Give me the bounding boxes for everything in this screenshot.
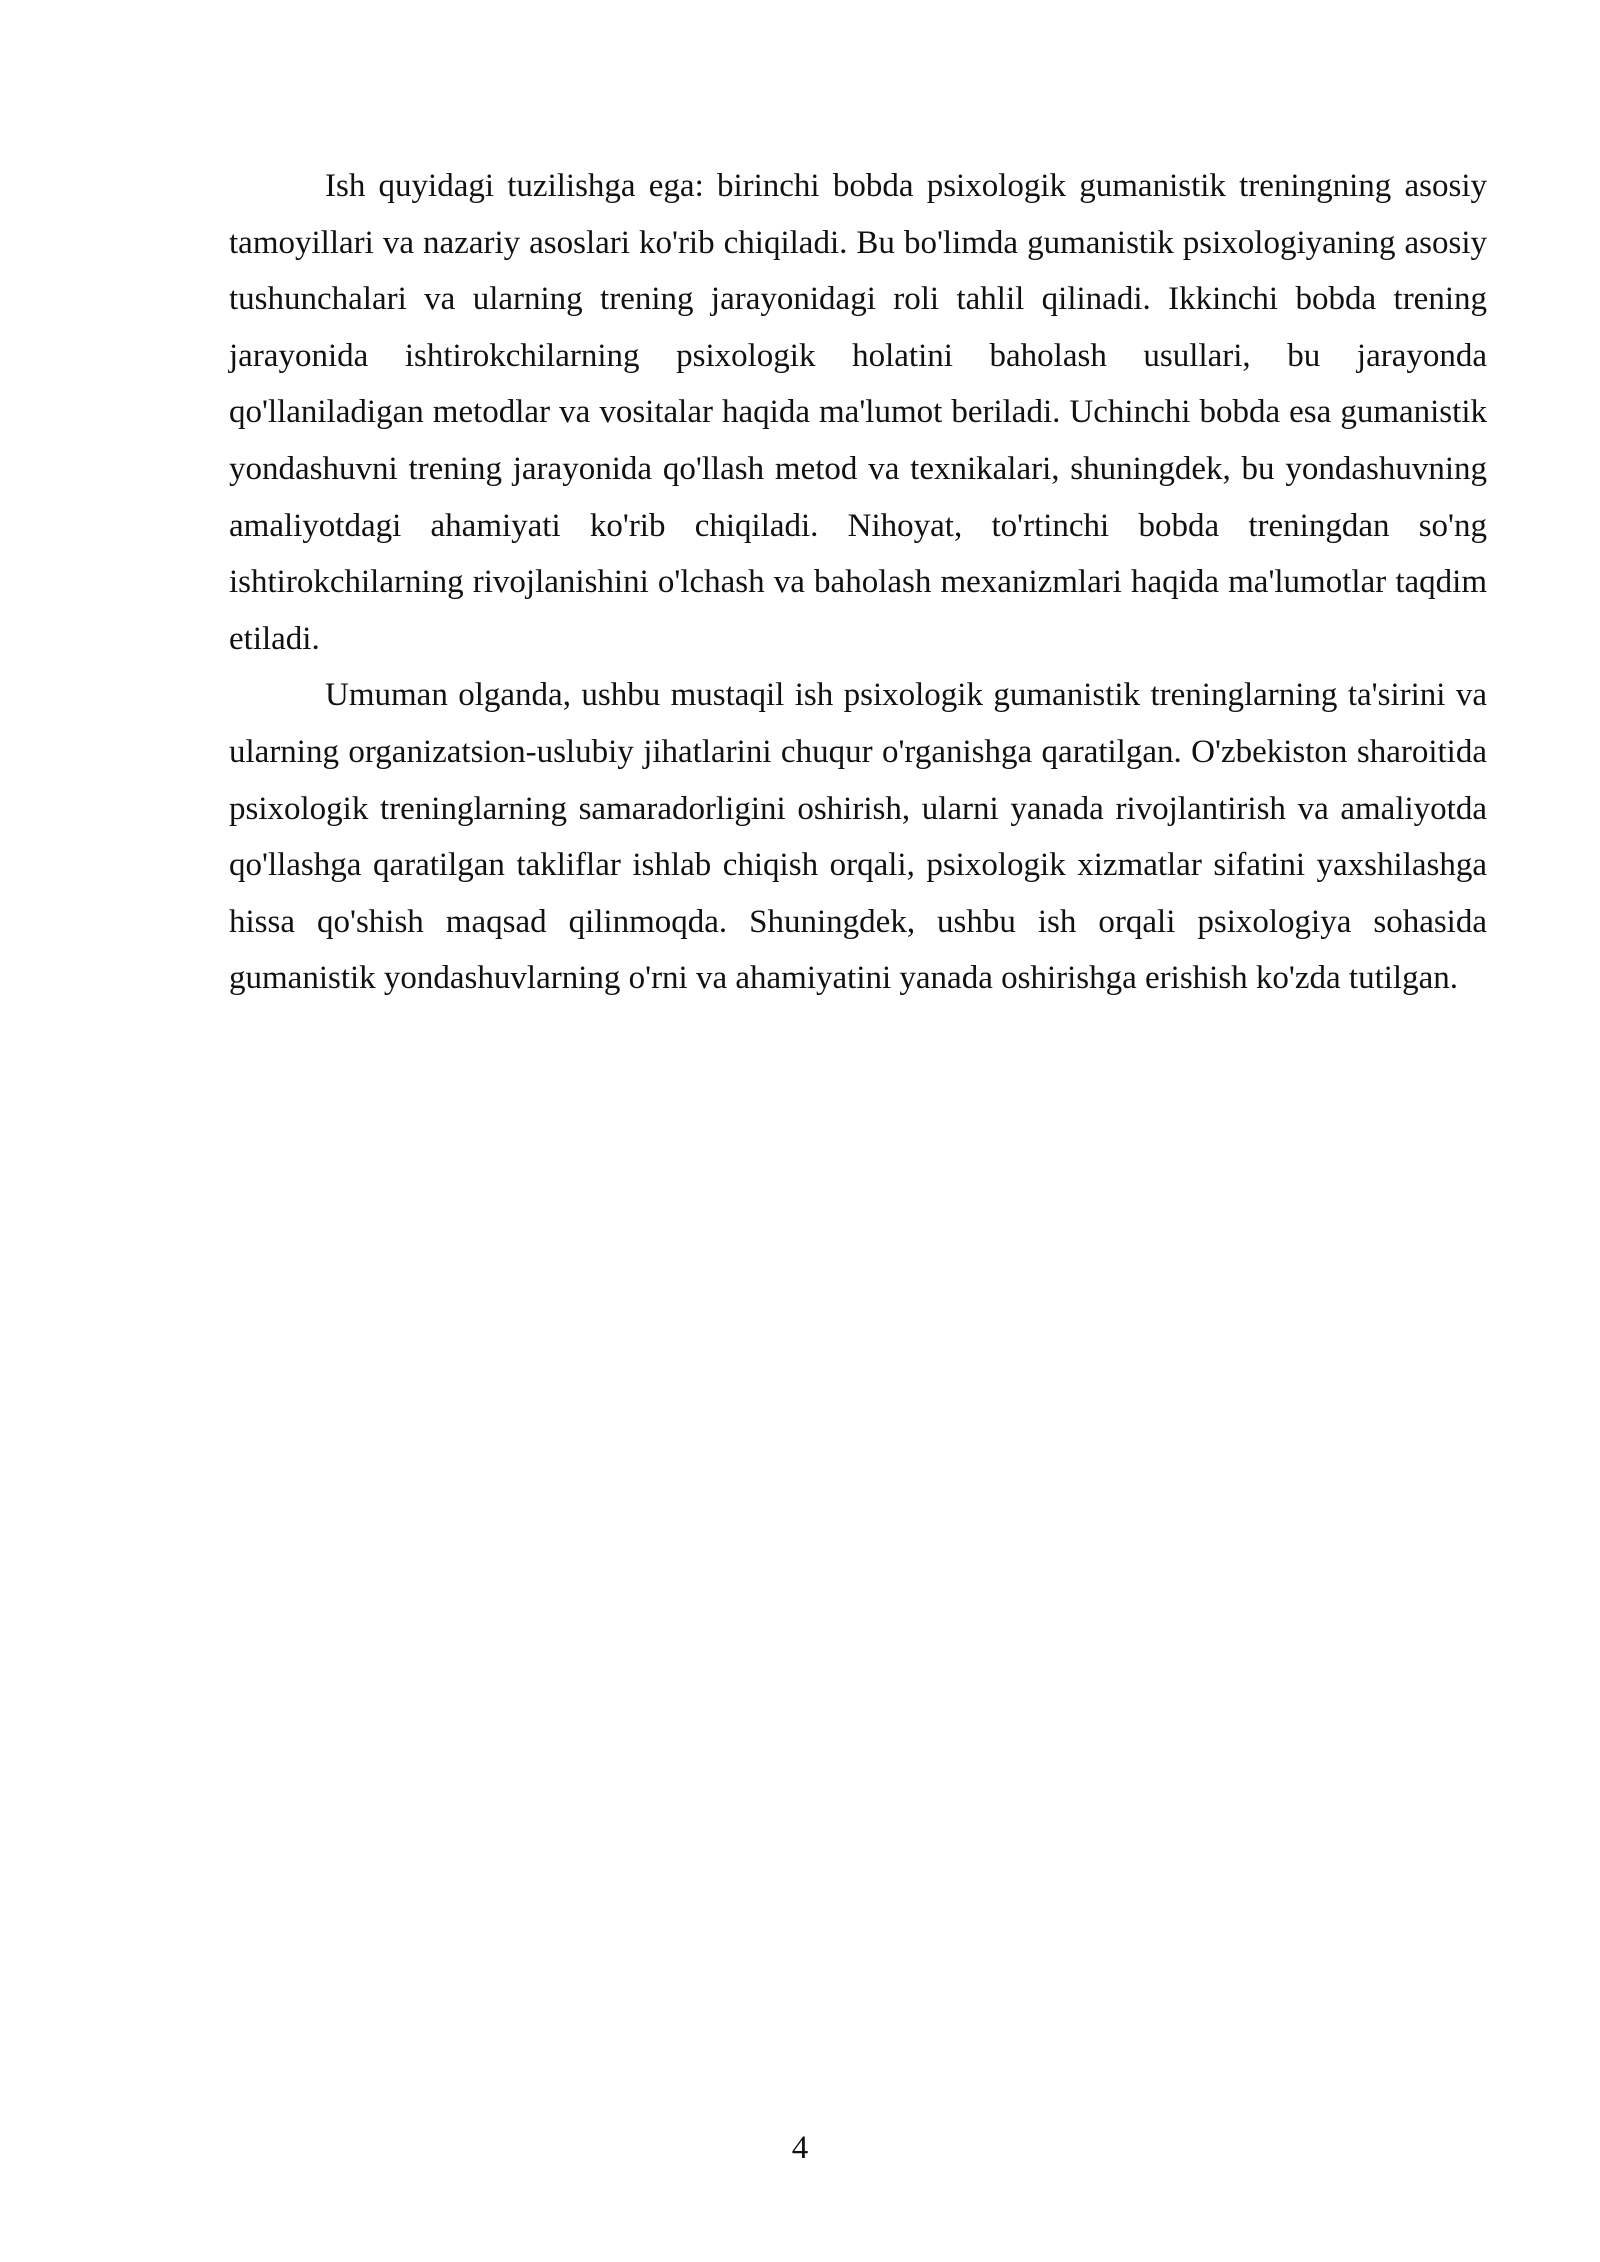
page-number: 4 [791, 2130, 809, 2166]
paragraph-summary: Umuman olganda, ushbu mustaqil ish psixologik gumanistik treninglarning ta'sirini va ularning organizatsion-uslubiy jihatlarini chuqur o'rganishga qaratilgan. O'zbekiston sharoitida psixologik treninglarning samaradorligini oshirish, ularni yanada rivojlantirish va amaliyotda qo'llashga qaratilgan takliflar ishlab chiqish orqali, psixologik xizmatlar sifatini yaxshilashga hissa qo'shish maqsad qilinmoqda. Shuningdek, ushbu ish orqali psixologiya sohasida gumanistik yondashuvlarning o'rni va ahamiyatini yanada oshirishga erishish ko'zda tutilgan. [229, 677, 1487, 997]
paragraph-structure: Ish quyidagi tuzilishga ega: birinchi bobda psixologik gumanistik treningning asosiy tamoyillari va nazariy asoslari ko'rib chiqiladi. Bu bo'limda gumanistik psixologiyaning asosiy tushunchalari va ularning trening jarayonidagi roli tahlil qilinadi. Ikkinchi bobda trening jarayonida ishtirokchilarning psixologik holatini baholash usullari, bu jarayonda qo'llaniladigan metodlar va vositalar haqida ma'lumot beriladi. Uchinchi bobda esa gumanistik yondashuvni trening jarayonida qo'llash metod va texnikalari, shuningdek, bu yondashuvning amaliyotdagi ahamiyati ko'rib chiqiladi. Nihoyat, to'rtinchi bobda treningdan so'ng ishtirokchilarning rivojlanishini o'lchash va baholash mexanizmlari haqida ma'lumotlar taqdim etiladi. [229, 168, 1487, 657]
body-text [229, 158, 1487, 1007]
